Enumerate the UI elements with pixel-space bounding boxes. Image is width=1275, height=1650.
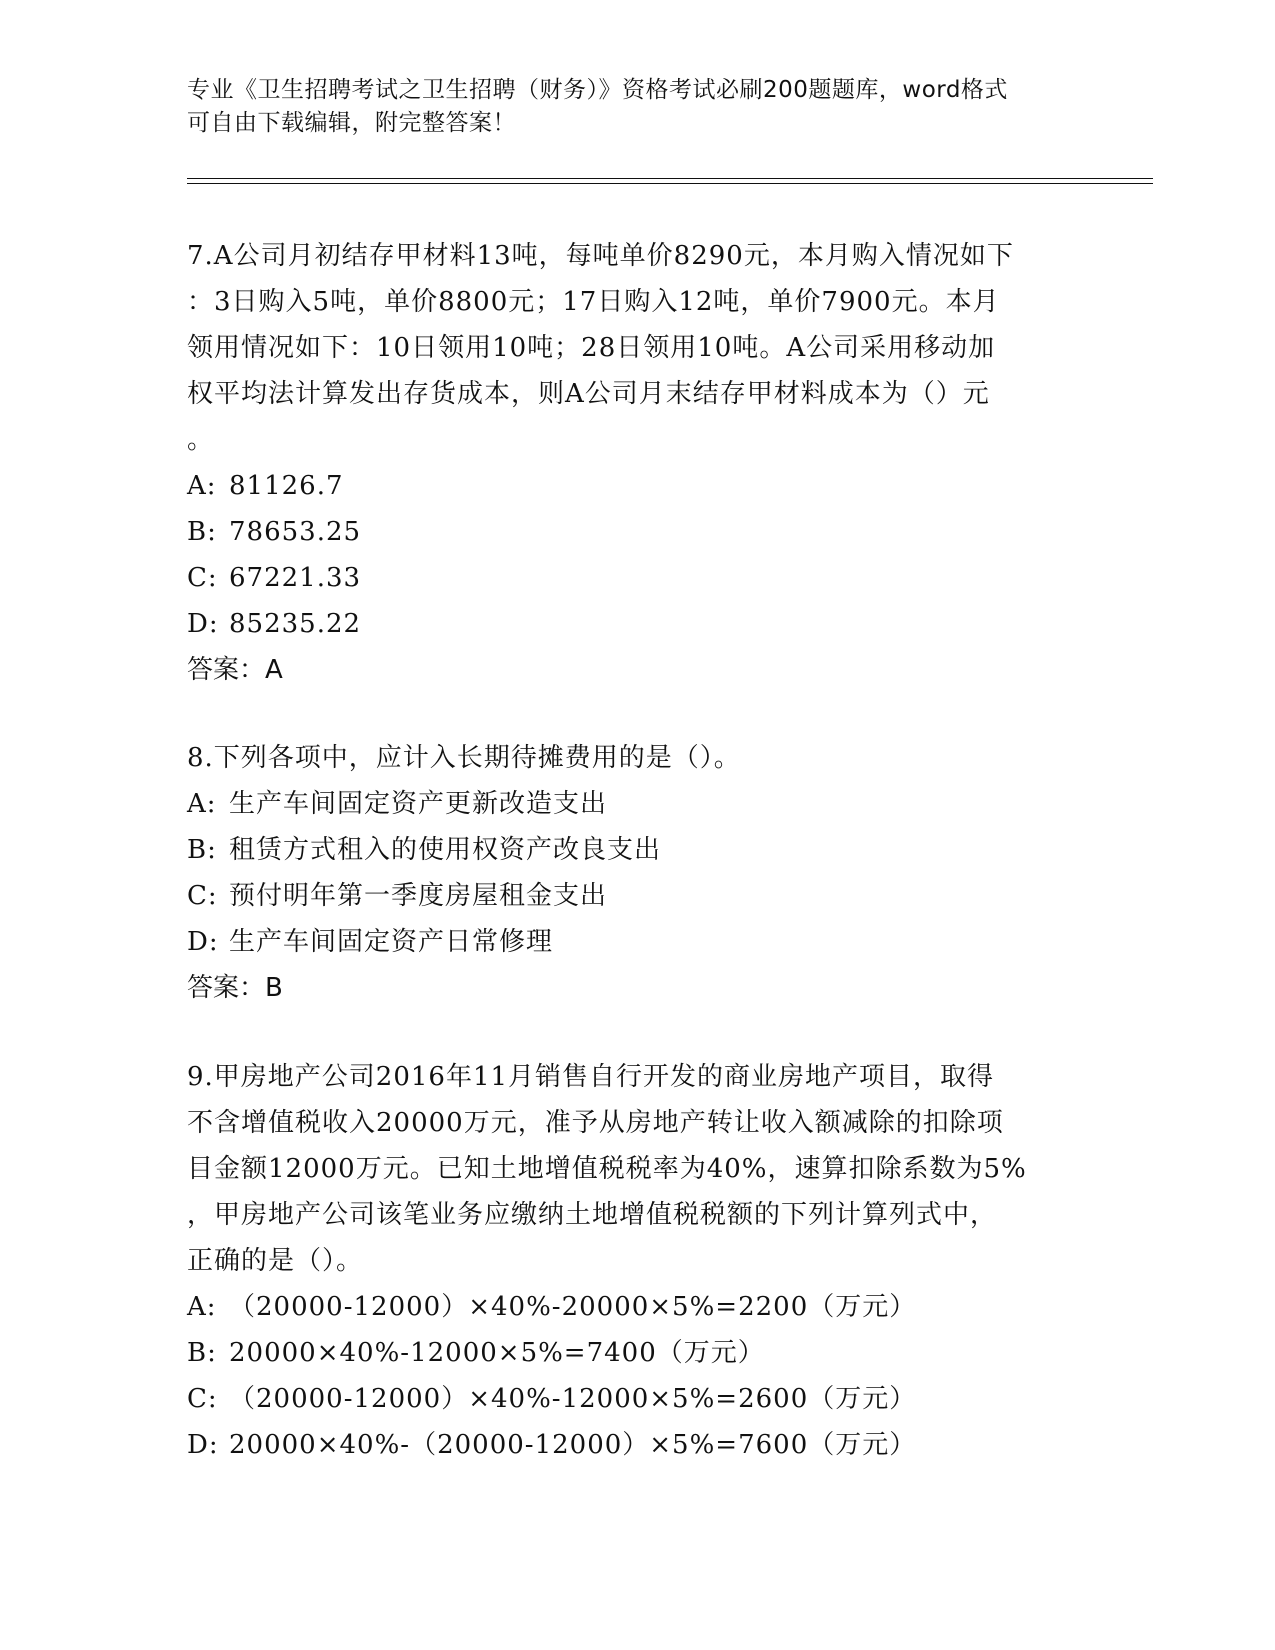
option-text: 78653.25 [229, 517, 362, 547]
question-7-line-5: 。 [187, 425, 215, 455]
question-9-option-a [187, 1284, 1087, 1330]
option-text: 预付明年第一季度房屋租金支出 [229, 881, 608, 911]
question-7 [187, 233, 1087, 693]
option-text: 20000×40%-12000×5%=7400（万元） [229, 1338, 765, 1368]
option-key: D: [187, 609, 219, 639]
question-7-option-a [187, 463, 1087, 509]
option-key: A: [187, 789, 217, 819]
header-rule-bottom [187, 183, 1153, 184]
question-7-option-d [187, 601, 1087, 647]
header-line-2: 可自由下载编辑，附完整答案！ [187, 110, 516, 136]
option-text: （20000-12000）×40%-12000×5%=2600（万元） [229, 1384, 917, 1414]
option-key: B: [187, 517, 217, 547]
question-7-line-1: 7.A公司月初结存甲材料13吨，每吨单价8290元，本月购入情况如下 [187, 241, 1014, 271]
question-9-option-c [187, 1376, 1087, 1422]
question-7-option-c [187, 555, 1087, 601]
question-8-option-a [187, 781, 1087, 827]
question-9 [187, 1054, 1087, 1468]
option-text: 67221.33 [229, 563, 362, 593]
option-key: C: [187, 563, 218, 593]
option-key: B: [187, 1338, 217, 1368]
option-key: A: [187, 1292, 217, 1322]
option-key: B: [187, 835, 217, 865]
option-key: C: [187, 1384, 218, 1414]
option-key: D: [187, 1430, 219, 1460]
option-key: C: [187, 881, 218, 911]
header-rule-top [187, 178, 1153, 179]
question-9-option-b [187, 1330, 1087, 1376]
question-7-line-4: 权平均法计算发出存货成本，则A公司月末结存甲材料成本为（）元 [187, 379, 990, 409]
question-9-line-5: 正确的是（）。 [187, 1246, 364, 1276]
option-text: 租赁方式租入的使用权资产改良支出 [229, 835, 662, 865]
option-text: 81126.7 [229, 471, 344, 501]
question-8 [187, 735, 1087, 1011]
question-9-line-1: 9.甲房地产公司2016年11月销售自行开发的商业房地产项目，取得 [187, 1062, 995, 1092]
question-8-option-c [187, 873, 1087, 919]
question-7-line-3: 领用情况如下：10日领用10吨；28日领用10吨。A公司采用移动加 [187, 333, 996, 363]
question-8-option-d [187, 919, 1087, 965]
question-9-line-2: 不含增值税收入20000万元，准予从房地产转让收入额减除的扣除项 [187, 1108, 1004, 1138]
header-line-1: 专业《卫生招聘考试之卫生招聘（财务）》资格考试必刷200题题库，word格式 [187, 77, 1008, 103]
option-text: 20000×40%-（20000-12000）×5%=7600（万元） [229, 1430, 917, 1460]
option-text: （20000-12000）×40%-20000×5%=2200（万元） [229, 1292, 917, 1322]
option-key: D: [187, 927, 219, 957]
option-text: 85235.22 [229, 609, 362, 639]
question-8-option-b [187, 827, 1087, 873]
document-header [187, 74, 1087, 140]
option-text: 生产车间固定资产更新改造支出 [229, 789, 608, 819]
question-8-answer: 答案：B [187, 973, 283, 1003]
question-9-line-4: ，甲房地产公司该笔业务应缴纳土地增值税税额的下列计算列式中， [187, 1200, 998, 1230]
option-text: 生产车间固定资产日常修理 [229, 927, 554, 957]
question-7-line-2: ：3日购入5吨，单价8800元；17日购入12吨，单价7900元。本月 [187, 287, 1000, 317]
question-7-answer: 答案：A [187, 655, 283, 685]
option-key: A: [187, 471, 217, 501]
question-7-option-b [187, 509, 1087, 555]
question-9-option-d [187, 1422, 1087, 1468]
question-9-line-3: 目金额12000万元。已知土地增值税税率为40%，速算扣除系数为5% [187, 1154, 1027, 1184]
question-8-line-1: 8.下列各项中，应计入长期待摊费用的是（）。 [187, 743, 741, 773]
